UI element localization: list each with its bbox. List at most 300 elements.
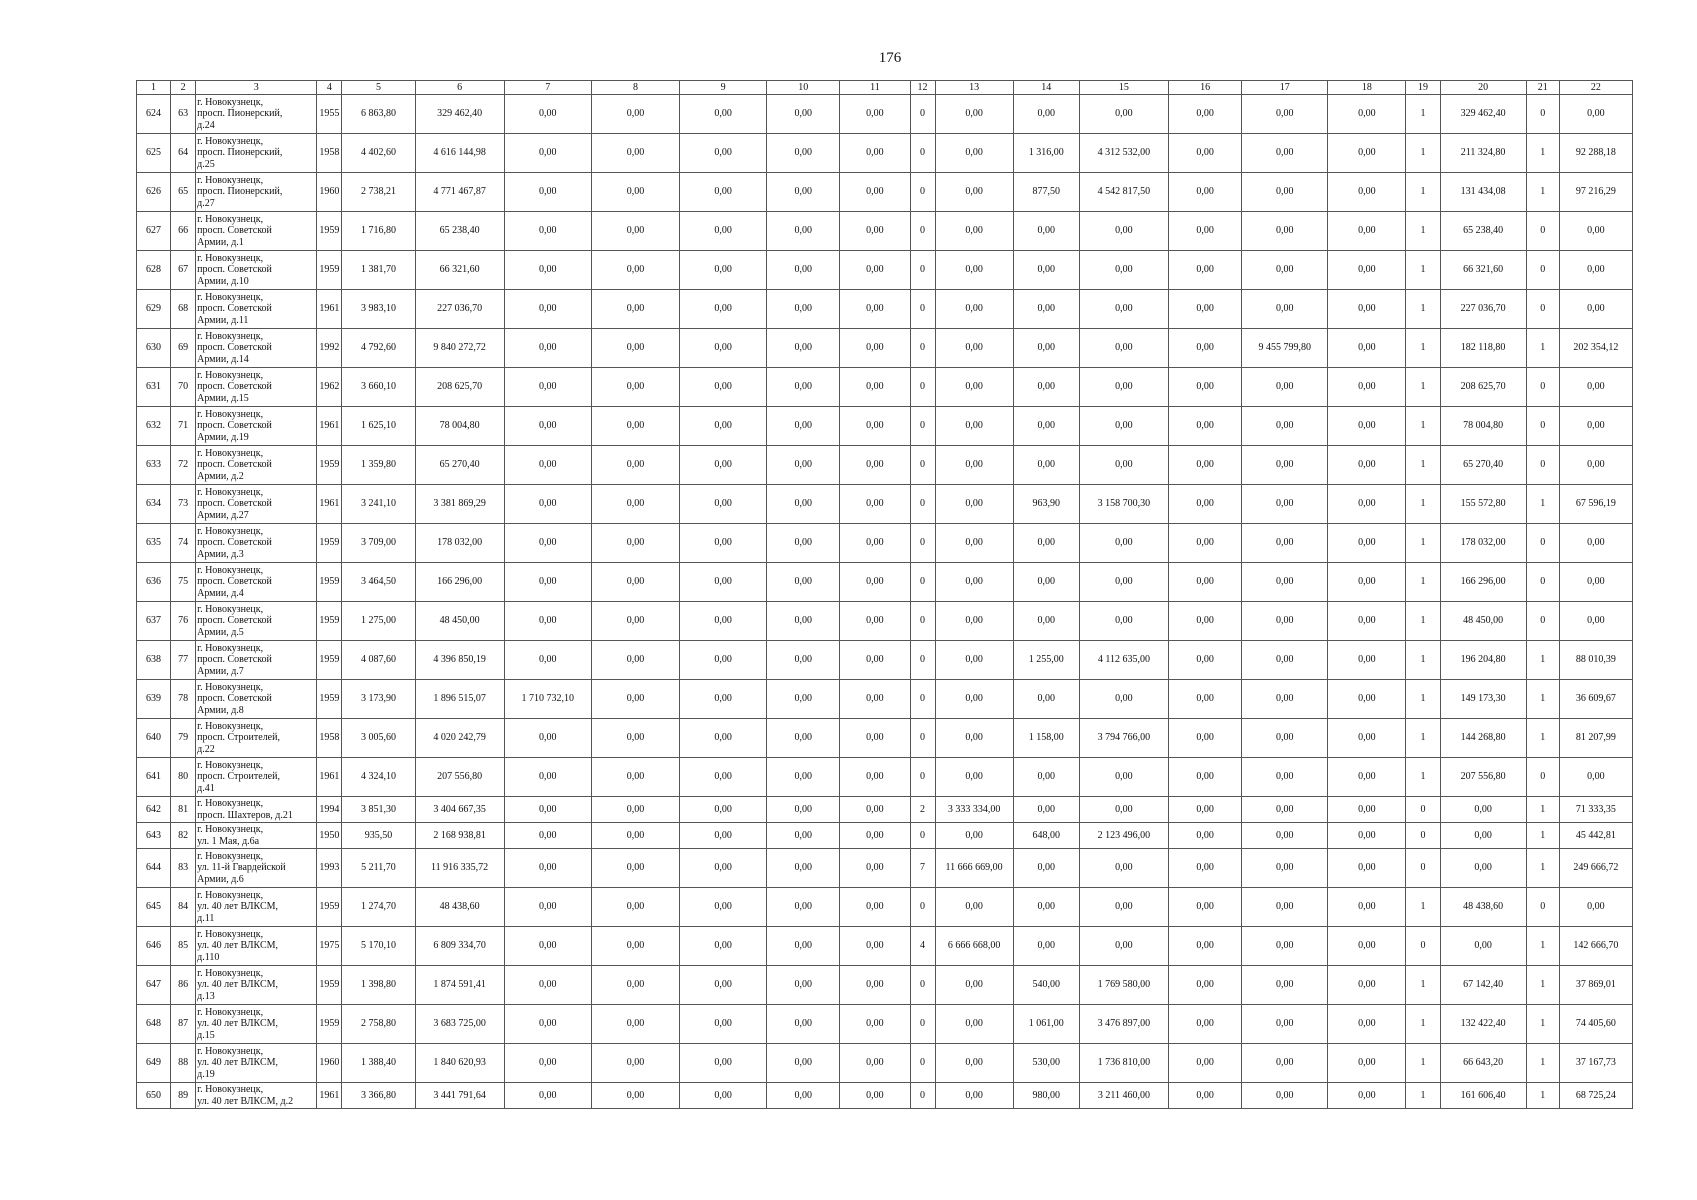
table-cell: 0,00 xyxy=(1079,888,1168,927)
column-header: 8 xyxy=(591,81,679,95)
address-cell: г. Новокузнецк, просп. Строителей, д.22 xyxy=(196,719,317,758)
table-cell: 639 xyxy=(137,680,171,719)
table-row xyxy=(137,524,1633,563)
table-cell: 1 896 515,07 xyxy=(415,680,504,719)
table-cell: 71 xyxy=(171,407,196,446)
table-cell: 0,00 xyxy=(935,1083,1013,1109)
table-cell: 6 863,80 xyxy=(342,95,415,134)
table-cell: 0,00 xyxy=(1328,680,1406,719)
table-cell: 0,00 xyxy=(1079,680,1168,719)
table-cell: 0,00 xyxy=(935,680,1013,719)
table-cell: 89 xyxy=(171,1083,196,1109)
table-cell: 0,00 xyxy=(1169,329,1242,368)
table-cell: 1 xyxy=(1406,1005,1440,1044)
table-cell: 0,00 xyxy=(680,134,767,173)
table-cell: 3 464,50 xyxy=(342,563,415,602)
table-cell: 640 xyxy=(137,719,171,758)
table-cell: 0,00 xyxy=(504,888,591,927)
table-cell: 0 xyxy=(910,563,935,602)
table-cell: 0,00 xyxy=(1013,524,1079,563)
table-cell: 0,00 xyxy=(1169,290,1242,329)
table-cell: 86 xyxy=(171,966,196,1005)
table-cell: 4 xyxy=(910,927,935,966)
table-row xyxy=(137,446,1633,485)
table-row xyxy=(137,1044,1633,1083)
table-cell: 1 xyxy=(1526,134,1559,173)
table-cell: 1 716,80 xyxy=(342,212,415,251)
table-cell: 0,00 xyxy=(680,641,767,680)
table-row xyxy=(137,849,1633,888)
table-cell: 1 xyxy=(1406,329,1440,368)
table-row xyxy=(137,212,1633,251)
table-cell: 0,00 xyxy=(767,1083,840,1109)
table-cell: 963,90 xyxy=(1013,485,1079,524)
table-cell: 84 xyxy=(171,888,196,927)
table-cell: 0,00 xyxy=(1242,966,1328,1005)
table-cell: 0,00 xyxy=(591,368,679,407)
table-cell: 4 312 532,00 xyxy=(1079,134,1168,173)
table-cell: 0,00 xyxy=(840,329,910,368)
table-cell: 0,00 xyxy=(840,849,910,888)
table-cell: 649 xyxy=(137,1044,171,1083)
table-cell: 72 xyxy=(171,446,196,485)
table-cell: 0,00 xyxy=(767,927,840,966)
table-cell: 81 xyxy=(171,797,196,823)
table-cell: 0 xyxy=(1526,446,1559,485)
table-row xyxy=(137,602,1633,641)
table-cell: 208 625,70 xyxy=(1440,368,1526,407)
table-cell: 73 xyxy=(171,485,196,524)
table-cell: 0,00 xyxy=(1242,251,1328,290)
table-cell: 0,00 xyxy=(591,329,679,368)
table-cell: 1 840 620,93 xyxy=(415,1044,504,1083)
table-cell: 0,00 xyxy=(1169,797,1242,823)
table-cell: 0,00 xyxy=(1559,290,1632,329)
address-cell: г. Новокузнецк, просп. Шахтеров, д.21 xyxy=(196,797,317,823)
table-cell: 0,00 xyxy=(840,95,910,134)
table-cell: 1 xyxy=(1406,641,1440,680)
table-cell: 0,00 xyxy=(1328,602,1406,641)
table-cell: 0,00 xyxy=(1079,797,1168,823)
table-cell: 0,00 xyxy=(1169,680,1242,719)
table-cell: 1959 xyxy=(317,888,342,927)
table-cell: 0,00 xyxy=(1328,563,1406,602)
table-cell: 0,00 xyxy=(840,134,910,173)
table-cell: 0,00 xyxy=(1013,212,1079,251)
table-cell: 1 xyxy=(1406,888,1440,927)
table-cell: 3 366,80 xyxy=(342,1083,415,1109)
table-cell: 0,00 xyxy=(935,407,1013,446)
table-cell: 0,00 xyxy=(767,1005,840,1044)
table-cell: 88 010,39 xyxy=(1559,641,1632,680)
table-cell: 0,00 xyxy=(591,823,679,849)
table-cell: 0,00 xyxy=(504,849,591,888)
table-row xyxy=(137,758,1633,797)
table-cell: 935,50 xyxy=(342,823,415,849)
table-cell: 0,00 xyxy=(1328,407,1406,446)
table-cell: 0,00 xyxy=(1169,563,1242,602)
table-cell: 3 381 869,29 xyxy=(415,485,504,524)
address-cell: г. Новокузнецк, ул. 11-й Гвардейской Армии, д.6 xyxy=(196,849,317,888)
table-cell: 144 268,80 xyxy=(1440,719,1526,758)
address-cell: г. Новокузнецк, просп. Советской Армии, д.10 xyxy=(196,251,317,290)
table-cell: 166 296,00 xyxy=(415,563,504,602)
table-cell: 68 725,24 xyxy=(1559,1083,1632,1109)
table-cell: 67 596,19 xyxy=(1559,485,1632,524)
address-cell: г. Новокузнецк, просп. Строителей, д.41 xyxy=(196,758,317,797)
table-cell: 0 xyxy=(1526,524,1559,563)
table-cell: 0,00 xyxy=(935,888,1013,927)
table-cell: 81 207,99 xyxy=(1559,719,1632,758)
table-cell: 0,00 xyxy=(1242,446,1328,485)
table-cell: 0,00 xyxy=(504,407,591,446)
table-cell: 0,00 xyxy=(591,1005,679,1044)
table-cell: 75 xyxy=(171,563,196,602)
table-row xyxy=(137,680,1633,719)
table-cell: 3 404 667,35 xyxy=(415,797,504,823)
address-cell: г. Новокузнецк, просп. Советской Армии, д.27 xyxy=(196,485,317,524)
table-cell: 0,00 xyxy=(680,823,767,849)
table-cell: 37 167,73 xyxy=(1559,1044,1632,1083)
table-cell: 131 434,08 xyxy=(1440,173,1526,212)
table-cell: 45 442,81 xyxy=(1559,823,1632,849)
table-cell: 1 xyxy=(1406,485,1440,524)
table-cell: 3 005,60 xyxy=(342,719,415,758)
table-cell: 0 xyxy=(910,173,935,212)
table-cell: 0,00 xyxy=(680,212,767,251)
table-cell: 48 438,60 xyxy=(415,888,504,927)
table-cell: 0,00 xyxy=(1169,641,1242,680)
table-cell: 0,00 xyxy=(680,849,767,888)
table-cell: 0,00 xyxy=(935,524,1013,563)
table-row xyxy=(137,1083,1633,1109)
table-cell: 0,00 xyxy=(1169,95,1242,134)
table-cell: 0,00 xyxy=(1169,212,1242,251)
table-cell: 3 709,00 xyxy=(342,524,415,563)
table-row xyxy=(137,797,1633,823)
table-cell: 0 xyxy=(910,758,935,797)
table-cell: 0 xyxy=(910,966,935,1005)
table-cell: 0,00 xyxy=(935,641,1013,680)
table-cell: 0,00 xyxy=(504,602,591,641)
table-cell: 71 333,35 xyxy=(1559,797,1632,823)
address-cell: г. Новокузнецк, просп. Советской Армии, д.5 xyxy=(196,602,317,641)
table-cell: 0,00 xyxy=(767,563,840,602)
table-cell: 638 xyxy=(137,641,171,680)
table-cell: 65 238,40 xyxy=(1440,212,1526,251)
table-row xyxy=(137,485,1633,524)
table-cell: 74 405,60 xyxy=(1559,1005,1632,1044)
table-cell: 0 xyxy=(910,329,935,368)
table-cell: 0,00 xyxy=(767,524,840,563)
table-row xyxy=(137,95,1633,134)
table-cell: 1 xyxy=(1406,407,1440,446)
table-cell: 0,00 xyxy=(504,134,591,173)
table-cell: 36 609,67 xyxy=(1559,680,1632,719)
table-cell: 0 xyxy=(1526,368,1559,407)
table-cell: 0,00 xyxy=(591,1044,679,1083)
table-cell: 1959 xyxy=(317,1005,342,1044)
table-cell: 0,00 xyxy=(767,173,840,212)
table-cell: 66 xyxy=(171,212,196,251)
table-cell: 0,00 xyxy=(1242,719,1328,758)
table-cell: 1 xyxy=(1406,680,1440,719)
table-cell: 0 xyxy=(910,524,935,563)
table-cell: 0,00 xyxy=(935,563,1013,602)
table-cell: 646 xyxy=(137,927,171,966)
table-cell: 631 xyxy=(137,368,171,407)
table-cell: 0,00 xyxy=(504,329,591,368)
column-header: 4 xyxy=(317,81,342,95)
table-cell: 0 xyxy=(1406,927,1440,966)
table-cell: 630 xyxy=(137,329,171,368)
table-cell: 0,00 xyxy=(935,719,1013,758)
table-cell: 0,00 xyxy=(591,446,679,485)
table-cell: 0,00 xyxy=(504,524,591,563)
table-cell: 0,00 xyxy=(504,290,591,329)
table-cell: 0,00 xyxy=(1242,485,1328,524)
table-cell: 0,00 xyxy=(1328,966,1406,1005)
table-cell: 1958 xyxy=(317,134,342,173)
table-cell: 0 xyxy=(910,485,935,524)
table-cell: 1 xyxy=(1526,966,1559,1005)
table-cell: 1 xyxy=(1406,368,1440,407)
table-cell: 0,00 xyxy=(1013,290,1079,329)
table-cell: 0,00 xyxy=(504,446,591,485)
table-cell: 627 xyxy=(137,212,171,251)
table-cell: 0,00 xyxy=(1169,1044,1242,1083)
table-cell: 0,00 xyxy=(1079,927,1168,966)
table-cell: 4 324,10 xyxy=(342,758,415,797)
address-cell: г. Новокузнецк, просп. Советской Армии, д.14 xyxy=(196,329,317,368)
address-cell: г. Новокузнецк, просп. Пионерский, д.25 xyxy=(196,134,317,173)
column-header: 19 xyxy=(1406,81,1440,95)
table-cell: 0,00 xyxy=(840,1044,910,1083)
table-cell: 0,00 xyxy=(1013,927,1079,966)
table-cell: 69 xyxy=(171,329,196,368)
table-cell: 0,00 xyxy=(591,290,679,329)
table-cell: 0,00 xyxy=(1079,849,1168,888)
table-cell: 0,00 xyxy=(1169,368,1242,407)
table-cell: 80 xyxy=(171,758,196,797)
table-cell: 0,00 xyxy=(504,563,591,602)
table-cell: 0,00 xyxy=(1242,290,1328,329)
address-cell: г. Новокузнецк, ул. 40 лет ВЛКСМ, д.2 xyxy=(196,1083,317,1109)
table-cell: 9 840 272,72 xyxy=(415,329,504,368)
address-cell: г. Новокузнецк, ул. 40 лет ВЛКСМ, д.13 xyxy=(196,966,317,1005)
table-cell: 1 xyxy=(1406,602,1440,641)
table-cell: 78 004,80 xyxy=(415,407,504,446)
table-cell: 1 xyxy=(1406,134,1440,173)
table-cell: 0,00 xyxy=(935,290,1013,329)
table-cell: 0 xyxy=(910,368,935,407)
table-row xyxy=(137,823,1633,849)
table-cell: 132 422,40 xyxy=(1440,1005,1526,1044)
table-cell: 0 xyxy=(910,446,935,485)
table-cell: 0,00 xyxy=(1079,290,1168,329)
table-cell: 643 xyxy=(137,823,171,849)
table-cell: 0 xyxy=(910,290,935,329)
table-cell: 207 556,80 xyxy=(415,758,504,797)
column-header: 14 xyxy=(1013,81,1079,95)
table-cell: 11 916 335,72 xyxy=(415,849,504,888)
table-cell: 0,00 xyxy=(840,1005,910,1044)
table-cell: 647 xyxy=(137,966,171,1005)
table-cell: 624 xyxy=(137,95,171,134)
table-cell: 0,00 xyxy=(591,485,679,524)
table-cell: 0,00 xyxy=(935,329,1013,368)
table-cell: 1959 xyxy=(317,641,342,680)
table-cell: 0,00 xyxy=(840,719,910,758)
table-row xyxy=(137,173,1633,212)
table-cell: 65 270,40 xyxy=(415,446,504,485)
table-cell: 0,00 xyxy=(935,173,1013,212)
table-cell: 0,00 xyxy=(591,524,679,563)
table-cell: 1 xyxy=(1406,758,1440,797)
table-cell: 0,00 xyxy=(1169,823,1242,849)
address-cell: г. Новокузнецк, просп. Советской Армии, д.11 xyxy=(196,290,317,329)
table-cell: 0 xyxy=(910,1083,935,1109)
table-cell: 67 xyxy=(171,251,196,290)
table-cell: 0,00 xyxy=(1328,329,1406,368)
table-cell: 0,00 xyxy=(840,485,910,524)
table-cell: 0,00 xyxy=(1013,602,1079,641)
table-cell: 1 274,70 xyxy=(342,888,415,927)
table-cell: 0 xyxy=(910,641,935,680)
table-cell: 0,00 xyxy=(504,758,591,797)
table-cell: 0,00 xyxy=(1242,1044,1328,1083)
table-cell: 0,00 xyxy=(1242,927,1328,966)
table-cell: 645 xyxy=(137,888,171,927)
table-cell: 3 441 791,64 xyxy=(415,1083,504,1109)
table-cell: 1 xyxy=(1526,927,1559,966)
table-cell: 1961 xyxy=(317,407,342,446)
table-cell: 92 288,18 xyxy=(1559,134,1632,173)
table-cell: 0,00 xyxy=(680,563,767,602)
table-cell: 0,00 xyxy=(1440,849,1526,888)
table-cell: 0,00 xyxy=(840,1083,910,1109)
table-cell: 0,00 xyxy=(1242,524,1328,563)
table-row xyxy=(137,290,1633,329)
table-cell: 4 396 850,19 xyxy=(415,641,504,680)
table-cell: 0,00 xyxy=(1328,173,1406,212)
column-header: 9 xyxy=(680,81,767,95)
table-cell: 0,00 xyxy=(680,1044,767,1083)
table-cell: 0,00 xyxy=(1169,602,1242,641)
table-cell: 0,00 xyxy=(1440,823,1526,849)
table-cell: 0,00 xyxy=(767,797,840,823)
table-cell: 0,00 xyxy=(1242,602,1328,641)
table-cell: 0,00 xyxy=(840,524,910,563)
table-cell: 0,00 xyxy=(1013,888,1079,927)
table-row xyxy=(137,134,1633,173)
table-cell: 1 xyxy=(1526,680,1559,719)
table-cell: 0,00 xyxy=(840,563,910,602)
table-cell: 0,00 xyxy=(1013,368,1079,407)
column-header: 12 xyxy=(910,81,935,95)
table-cell: 68 xyxy=(171,290,196,329)
table-cell: 0,00 xyxy=(504,1083,591,1109)
table-cell: 0,00 xyxy=(680,680,767,719)
table-cell: 3 173,90 xyxy=(342,680,415,719)
table-cell: 0,00 xyxy=(767,602,840,641)
table-cell: 0,00 xyxy=(1559,446,1632,485)
table-cell: 0,00 xyxy=(680,927,767,966)
table-cell: 85 xyxy=(171,927,196,966)
table-cell: 48 450,00 xyxy=(1440,602,1526,641)
table-cell: 0,00 xyxy=(1559,368,1632,407)
table-cell: 1 xyxy=(1406,719,1440,758)
table-cell: 0,00 xyxy=(1242,173,1328,212)
table-cell: 1 710 732,10 xyxy=(504,680,591,719)
table-cell: 161 606,40 xyxy=(1440,1083,1526,1109)
table-cell: 0,00 xyxy=(680,1083,767,1109)
table-cell: 0,00 xyxy=(591,134,679,173)
table-cell: 4 771 467,87 xyxy=(415,173,504,212)
column-header: 17 xyxy=(1242,81,1328,95)
table-cell: 1 158,00 xyxy=(1013,719,1079,758)
table-cell: 0,00 xyxy=(1013,758,1079,797)
table-cell: 6 809 334,70 xyxy=(415,927,504,966)
table-cell: 0,00 xyxy=(767,407,840,446)
column-header: 21 xyxy=(1526,81,1559,95)
table-row xyxy=(137,329,1633,368)
table-cell: 5 170,10 xyxy=(342,927,415,966)
table-cell: 0 xyxy=(1406,823,1440,849)
table-cell: 642 xyxy=(137,797,171,823)
table-cell: 0,00 xyxy=(591,797,679,823)
table-cell: 0,00 xyxy=(1328,446,1406,485)
table-cell: 0,00 xyxy=(1328,524,1406,563)
table-cell: 0,00 xyxy=(1169,446,1242,485)
table-cell: 0,00 xyxy=(680,251,767,290)
table-cell: 0,00 xyxy=(680,966,767,1005)
column-header: 10 xyxy=(767,81,840,95)
table-cell: 0,00 xyxy=(680,602,767,641)
table-cell: 0,00 xyxy=(767,212,840,251)
table-cell: 0,00 xyxy=(767,966,840,1005)
table-cell: 0,00 xyxy=(1328,641,1406,680)
table-cell: 1 736 810,00 xyxy=(1079,1044,1168,1083)
table-cell: 0,00 xyxy=(1328,1005,1406,1044)
table-cell: 0,00 xyxy=(1169,719,1242,758)
table-cell: 0 xyxy=(1526,212,1559,251)
table-cell: 0 xyxy=(910,888,935,927)
table-cell: 0,00 xyxy=(1559,407,1632,446)
table-cell: 82 xyxy=(171,823,196,849)
table-cell: 0,00 xyxy=(1169,134,1242,173)
table-cell: 66 643,20 xyxy=(1440,1044,1526,1083)
table-cell: 0 xyxy=(1406,797,1440,823)
table-cell: 3 794 766,00 xyxy=(1079,719,1168,758)
table-cell: 87 xyxy=(171,1005,196,1044)
table-cell: 0 xyxy=(1526,251,1559,290)
table-cell: 0,00 xyxy=(1242,407,1328,446)
table-row xyxy=(137,888,1633,927)
table-cell: 636 xyxy=(137,563,171,602)
address-cell: г. Новокузнецк, просп. Советской Армии, д.8 xyxy=(196,680,317,719)
table-cell: 0,00 xyxy=(591,849,679,888)
column-number-row xyxy=(137,81,1633,95)
table-cell: 0 xyxy=(1526,290,1559,329)
table-cell: 1959 xyxy=(317,680,342,719)
table-cell: 0,00 xyxy=(1169,407,1242,446)
table-row xyxy=(137,368,1633,407)
table-cell: 0,00 xyxy=(680,290,767,329)
table-cell: 0,00 xyxy=(935,1005,1013,1044)
table-cell: 1959 xyxy=(317,563,342,602)
table-row xyxy=(137,251,1633,290)
